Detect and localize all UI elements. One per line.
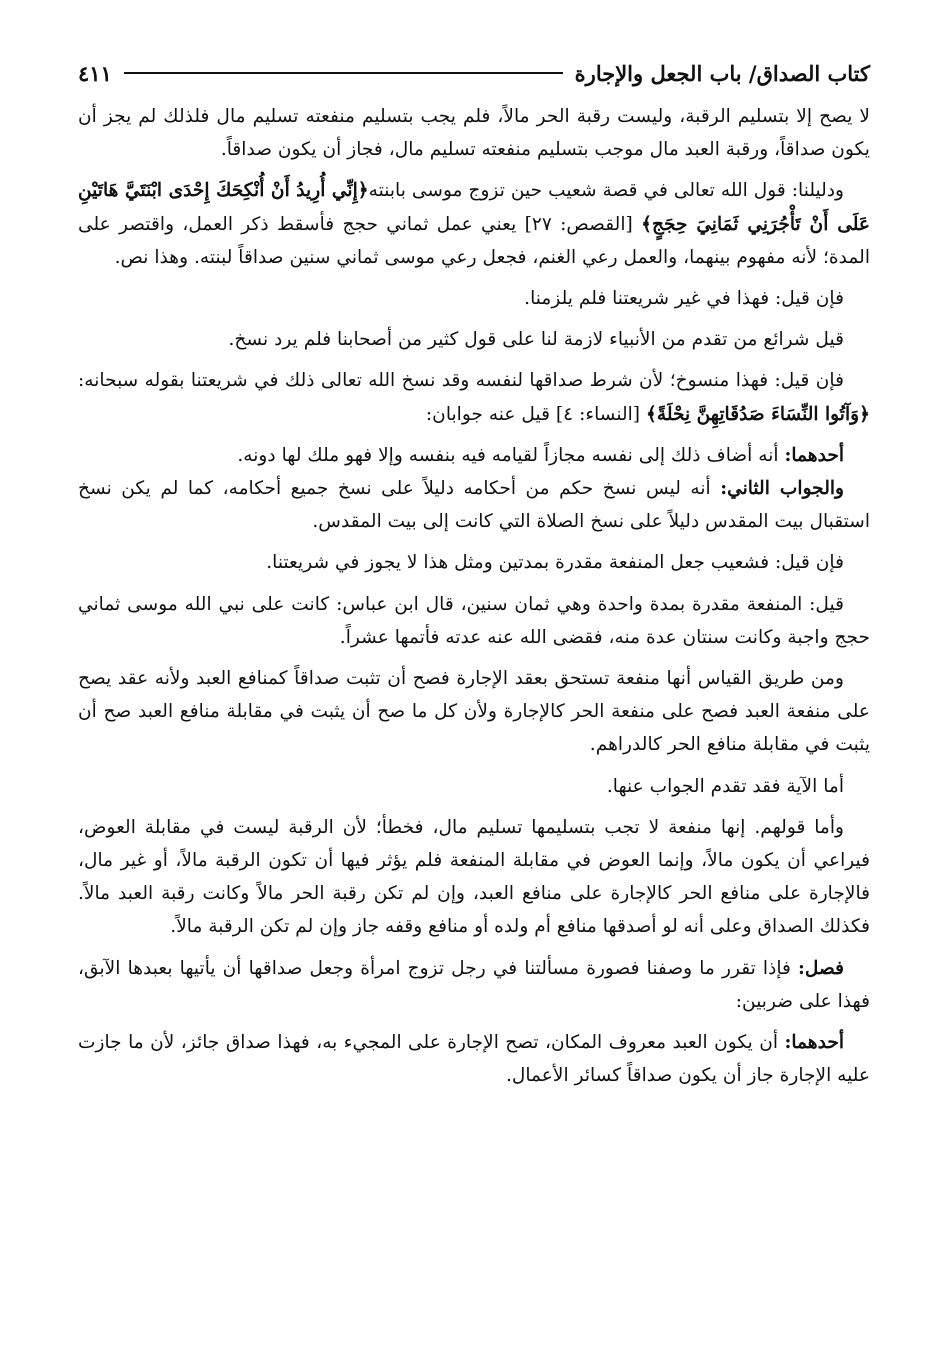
document-page [78,56,870,1330]
quran-verse: ﴿إِنِّي أُرِيدُ أَنْ أُنْكِحَكَ إِحْدَى ابْنَتَيَّ هَاتَيْنِ عَلَى أَنْ تَأْجُرَنِي ثَمَانِيَ حِجَجٍ﴾ [78,180,870,235]
paragraph: فصل: فإذا تقرر ما وصفنا فصورة مسألتنا في رجل تزوج امرأة وجعل صداقها أن يأتيها بعبدها الآبق، فهذا على ضربين: [78,957,870,1012]
paragraph: فإن قيل: فهذا منسوخ؛ لأن شرط صداقها لنفسه وقد نسخ الله تعالى ذلك في شريعتنا بقوله سبحانه: ﴿وَآتُوا النِّسَاءَ صَدُقَاتِهِنَّ نِحْلَةً﴾ [النساء: ٤] قيل عنه جوابان: [78,370,870,425]
header-rule [124,72,563,74]
page-number: ٤١١ [78,60,112,86]
lead-term: أحدهما: [784,444,844,466]
paragraph: فإن قيل: فشعيب جعل المنفعة مقدرة بمدتين ومثل هذا لا يجوز في شريعتنا. [266,552,844,574]
lead-term: والجواب الثاني: [720,478,844,500]
paragraph: فإن قيل: فهذا في غير شريعتنا فلم يلزمنا. [524,288,844,310]
body-text [78,100,870,1092]
lead-term: أحدهما: [784,1032,844,1054]
running-header [78,56,870,90]
paragraph: ودليلنا: قول الله تعالى في قصة شعيب حين تزوج موسى بابنته﴿إِنِّي أُرِيدُ أَنْ أُنْكِحَكَ إِحْدَى ابْنَتَيَّ هَاتَيْنِ عَلَى أَنْ تَأْجُرَنِي ثَمَانِيَ حِجَجٍ﴾ [القصص: ٢٧] يعني عمل ثماني حجج فأسقط ذكر العمل، واقتصر على المدة؛ لأنه مفهوم بينهما، والعمل رعي الغنم، فجعل رعي موسى ثماني سنين صداقاً لبنته. وهذا نص. [78,180,870,268]
lead-term: فصل: [798,957,844,979]
paragraph: قيل شرائع من تقدم من الأنبياء لازمة لنا على قول كثير من أصحابنا فلم يرد نسخ. [228,329,844,351]
paragraph: ومن طريق القياس أنها منفعة تستحق بعقد الإجارة فصح أن تثبت صداقاً كمنافع العبد ولأنه عقد يصح على منفعة العبد فصح على منفعة الحر كالإجارة ولأن كل ما صح أن يثبت في مقابلة منافع العبد صح أن يثبت في مقابلة منافع الحر كالدراهم. [78,668,870,756]
paragraph: أحدهما: أن يكون العبد معروف المكان، تصح الإجارة على المجيء به، فهذا صداق جائز، لأن ما جازت عليه الإجارة جاز أن يكون صداقاً كسائر الأعمال. [78,1032,870,1087]
header-title: كتاب الصداق/ باب الجعل والإجارة [574,60,870,86]
paragraph: أحدهما: أنه أضاف ذلك إلى نفسه مجازاً لقيامه فيه بنفسه وإلا فهو ملك لها دونه. [237,444,844,466]
paragraph: لا يصح إلا بتسليم الرقبة، وليست رقبة الحر مالاً، فلم يجب بتسليم منفعته تسليم مال فلذلك لم يجز أن يكون صداقاً، ورقبة العبد مال موجب بتسليم منفعته تسليم مال، فجاز أن يكون صداقاً. [78,106,870,161]
paragraph: والجواب الثاني: أنه ليس نسخ حكم من أحكامه دليلاً على نسخ جميع أحكامه، كما لم يكن نسخ استقبال بيت المقدس دليلاً على نسخ الصلاة التي كانت إلى بيت المقدس. [78,478,870,533]
quran-verse: ﴿وَآتُوا النِّسَاءَ صَدُقَاتِهِنَّ نِحْلَةً﴾ [645,403,870,425]
paragraph: قيل: المنفعة مقدرة بمدة واحدة وهي ثمان سنين، قال ابن عباس: كانت على نبي الله موسى ثماني حجج واجبة وكانت سنتان عدة منه، فقضى الله عنه عدته فأتمها عشراً. [78,593,870,648]
paragraph: وأما قولهم. إنها منفعة لا تجب بتسليمها تسليم مال، فخطأ؛ لأن الرقبة ليست في مقابلة العوض، فيراعي أن يكون مالاً، وإنما العوض في مقابلة المنفعة فلم يؤثر فيها أن تكون الرقبة مالاً، أو غير مال، فالإجارة على منافع الحر كالإجارة على منافع العبد، وإن لم تكن رقبة الحر مالاً وكانت رقبة العبد مالاً. فكذلك الصداق وعلى أنه لو أصدقها منافع أم ولده أو منافع وقفه جاز وإن لم تكن الرقبة مالاً. [78,816,870,938]
paragraph: أما الآية فقد تقدم الجواب عنها. [606,775,844,797]
